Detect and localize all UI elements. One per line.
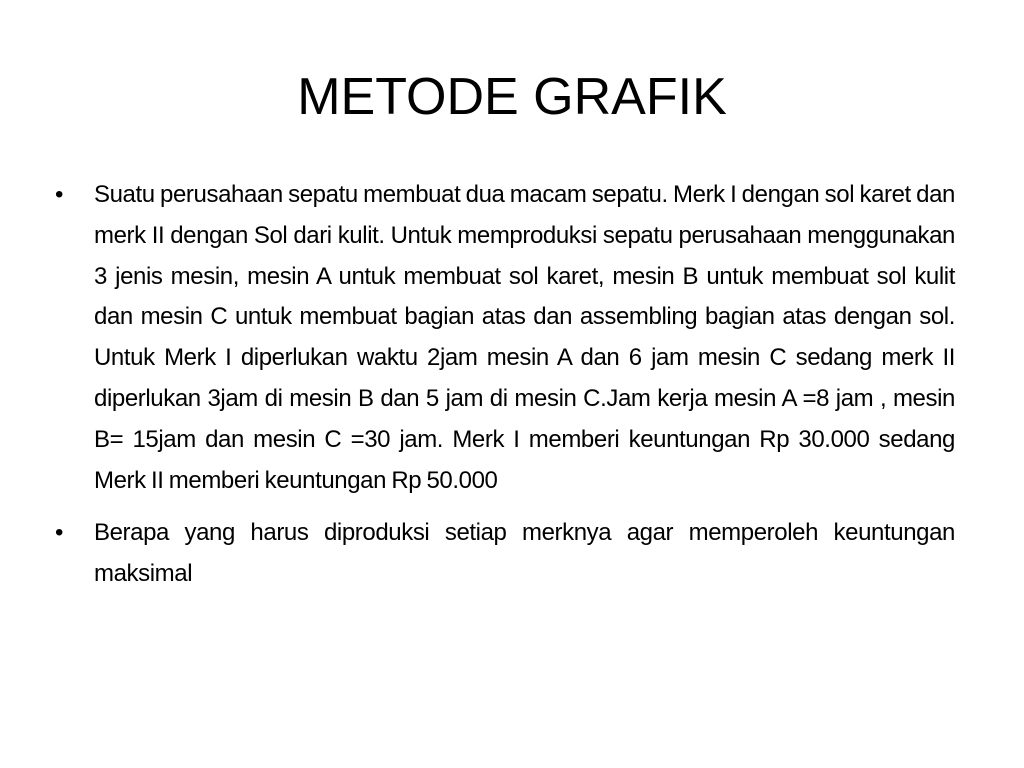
bullet-icon: • — [55, 519, 64, 547]
bullet-item-question — [55, 513, 955, 595]
bullet-text-problem: Suatu perusahaan sepatu membuat dua macam sepatu. Merk I dengan sol karet dan merk II dengan Sol dari kulit. Untuk memproduksi sepatu perusahaan menggunakan 3 jenis mesin, mesin A untuk membuat sol karet, mesin B untuk membuat sol kulit dan mesin C untuk membuat bagian atas dan assembling bagian atas dengan sol. Untuk Merk I diperlukan waktu 2jam mesin A dan 6 jam mesin C sedang merk II diperlukan 3jam di mesin B dan 5 jam di mesin C.Jam kerja mesin A =8 jam , mesin B= 15jam dan mesin C =30 jam. Merk I memberi keuntungan Rp 30.000 sedang Merk II memberi keuntungan Rp 50.000 — [94, 181, 955, 494]
bullet-list — [55, 175, 955, 607]
bullet-text-question: Berapa yang harus diproduksi setiap merknya agar memperoleh keuntungan maksimal — [94, 519, 955, 588]
bullet-item-problem — [55, 175, 955, 501]
bullet-icon: • — [55, 181, 64, 208]
slide-title: METODE GRAFIK — [297, 68, 727, 126]
